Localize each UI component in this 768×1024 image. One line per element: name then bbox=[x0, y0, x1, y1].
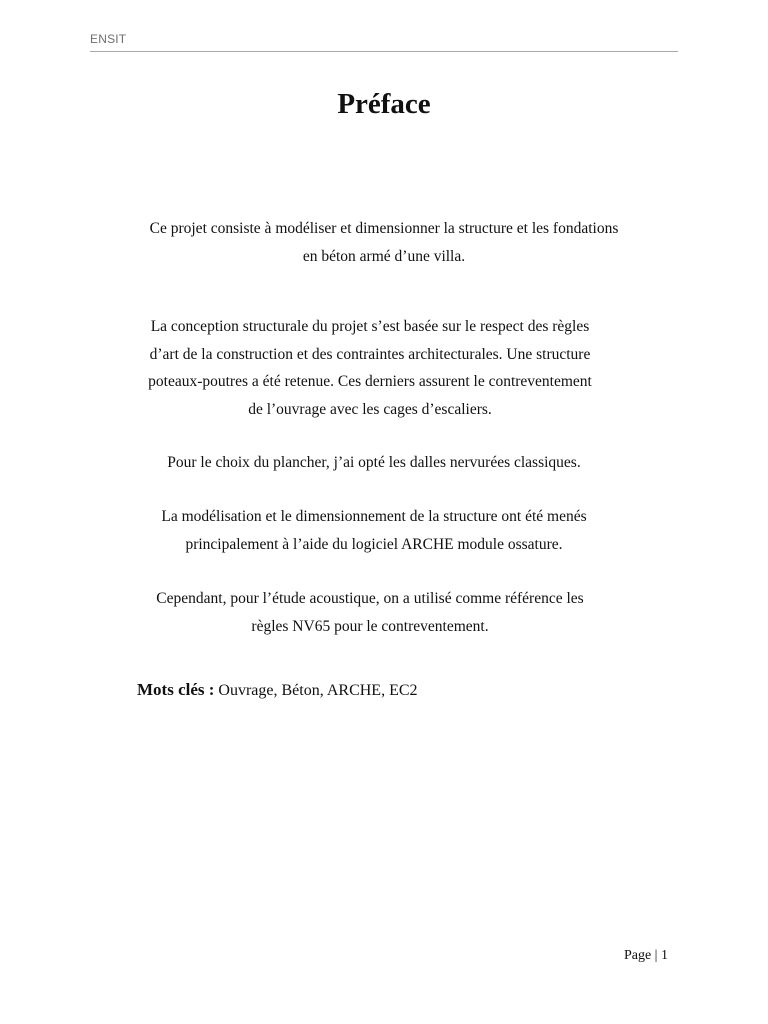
paragraph-floor-choice bbox=[100, 449, 648, 477]
paragraph-modelling-software bbox=[100, 503, 648, 558]
paragraph-project-scope bbox=[110, 215, 658, 270]
paragraph-line: d’art de la construction et des contraintes architecturales. Une structure bbox=[149, 345, 591, 363]
paragraph-structural-design bbox=[96, 313, 644, 423]
paragraph-acoustic-study bbox=[96, 585, 644, 640]
paragraph-line: règles NV65 pour le contreventement. bbox=[251, 617, 489, 635]
paragraph-line: Pour le choix du plancher, j’ai opté les dalles nervurées classiques. bbox=[167, 454, 581, 471]
paragraph-line: Ce projet consiste à modéliser et dimensionner la structure et les fondations bbox=[149, 220, 619, 237]
paragraph-line: principalement à l’aide du logiciel ARCHE module ossature. bbox=[185, 535, 563, 553]
paragraph-line: Cependant, pour l’étude acoustique, on a utilisé comme référence les bbox=[156, 590, 584, 607]
page-title: Préface bbox=[337, 88, 431, 120]
paragraph-line: La modélisation et le dimensionnement de la structure ont été menés bbox=[161, 508, 587, 525]
paragraph-line: en béton armé d’une villa. bbox=[302, 247, 466, 265]
keywords-label: Mots clés : bbox=[137, 680, 215, 699]
keywords-line bbox=[137, 680, 418, 700]
header-divider bbox=[90, 51, 678, 52]
paragraph-line: poteaux-poutres a été retenue. Ces derniers assurent le contreventement bbox=[148, 373, 592, 390]
keywords-value: Ouvrage, Béton, ARCHE, EC2 bbox=[218, 682, 418, 699]
running-header: ENSIT bbox=[90, 32, 127, 46]
page-number: Page | 1 bbox=[623, 948, 668, 963]
paragraph-line: de l’ouvrage avec les cages d’escaliers. bbox=[248, 400, 492, 418]
paragraph-line: La conception structurale du projet s’est basée sur le respect des règles bbox=[150, 318, 590, 335]
